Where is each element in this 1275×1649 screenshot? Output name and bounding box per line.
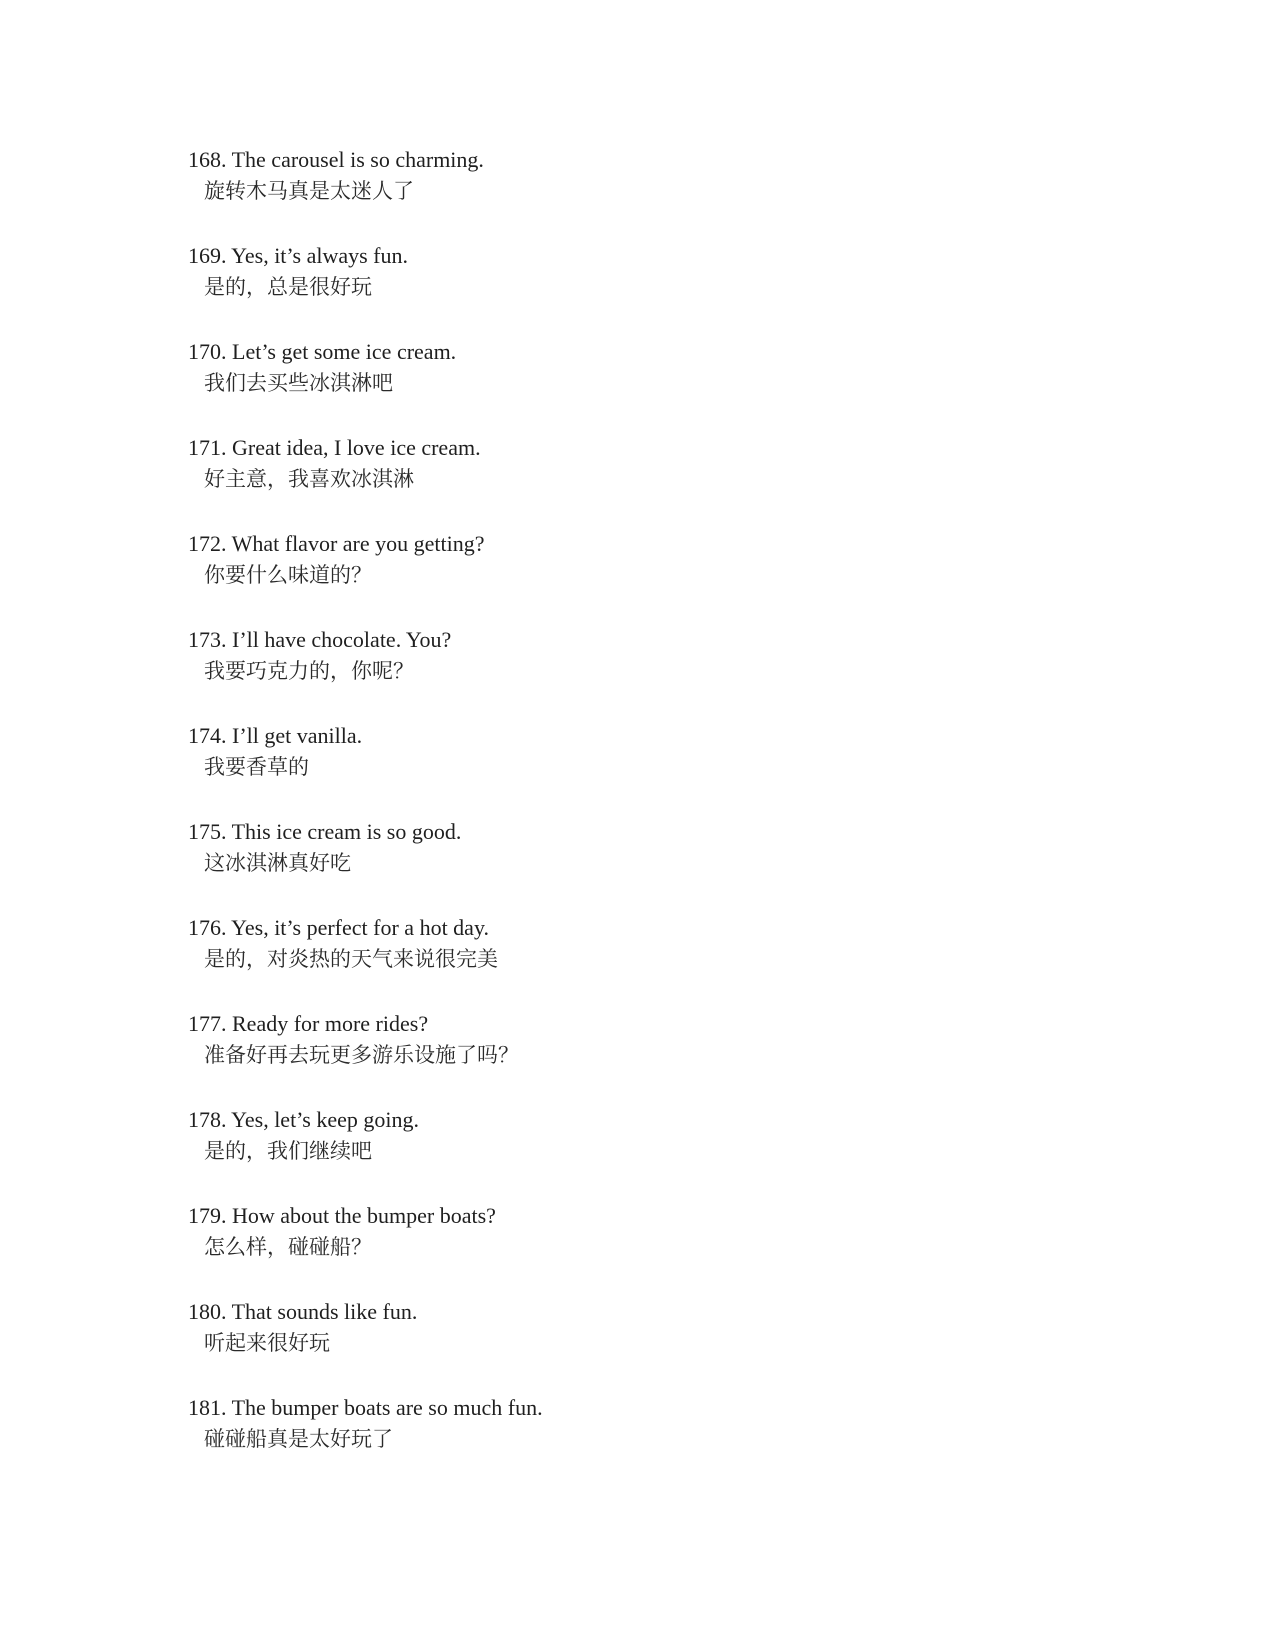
english-sentence: 170. Let’s get some ice cream.: [188, 339, 457, 364]
phrase-entry: [188, 434, 1088, 530]
phrase-entry: [188, 1010, 1088, 1106]
phrase-entry: [188, 338, 1088, 434]
phrase-entry: [188, 1106, 1088, 1202]
chinese-translation: 是的，我们继续吧: [204, 1139, 372, 1163]
english-sentence: 177. Ready for more rides?: [188, 1011, 429, 1036]
english-sentence: 168. The carousel is so charming.: [188, 147, 484, 172]
chinese-translation: 我要巧克力的，你呢？: [204, 659, 414, 683]
chinese-translation: 准备好再去玩更多游乐设施了吗？: [204, 1043, 519, 1067]
phrase-entry: [188, 626, 1088, 722]
phrase-entry: [188, 242, 1088, 338]
phrase-entry: [188, 1202, 1088, 1298]
chinese-translation: 是的，对炎热的天气来说很完美: [204, 947, 498, 971]
chinese-translation: 碰碰船真是太好玩了: [204, 1427, 393, 1451]
chinese-translation: 怎么样，碰碰船？: [204, 1235, 372, 1259]
chinese-translation: 我要香草的: [204, 755, 309, 779]
chinese-translation: 是的，总是很好玩: [204, 275, 372, 299]
english-sentence: 169. Yes, it’s always fun.: [188, 243, 409, 268]
phrase-entry: [188, 1394, 1088, 1490]
chinese-translation: 你要什么味道的？: [204, 563, 372, 587]
phrase-entry: [188, 722, 1088, 818]
phrase-entry: [188, 914, 1088, 1010]
english-sentence: 178. Yes, let’s keep going.: [188, 1107, 419, 1132]
english-sentence: 179. How about the bumper boats?: [188, 1203, 496, 1228]
phrase-entry: [188, 530, 1088, 626]
chinese-translation: 听起来很好玩: [204, 1331, 330, 1355]
chinese-translation: 好主意，我喜欢冰淇淋: [204, 467, 414, 491]
phrase-entry: [188, 818, 1088, 914]
chinese-translation: 我们去买些冰淇淋吧: [204, 371, 393, 395]
english-sentence: 176. Yes, it’s perfect for a hot day.: [188, 915, 490, 940]
english-sentence: 171. Great idea, I love ice cream.: [188, 435, 481, 460]
chinese-translation: 这冰淇淋真好吃: [204, 851, 351, 875]
phrase-entry: [188, 146, 1088, 242]
english-sentence: 172. What flavor are you getting?: [188, 531, 485, 556]
phrase-entry: [188, 1298, 1088, 1394]
chinese-translation: 旋转木马真是太迷人了: [204, 179, 414, 203]
english-sentence: 174. I’ll get vanilla.: [188, 723, 363, 748]
english-sentence: 175. This ice cream is so good.: [188, 819, 462, 844]
english-sentence: 181. The bumper boats are so much fun.: [188, 1395, 543, 1420]
phrase-list: [188, 146, 1088, 1490]
english-sentence: 180. That sounds like fun.: [188, 1299, 418, 1324]
english-sentence: 173. I’ll have chocolate. You?: [188, 627, 452, 652]
